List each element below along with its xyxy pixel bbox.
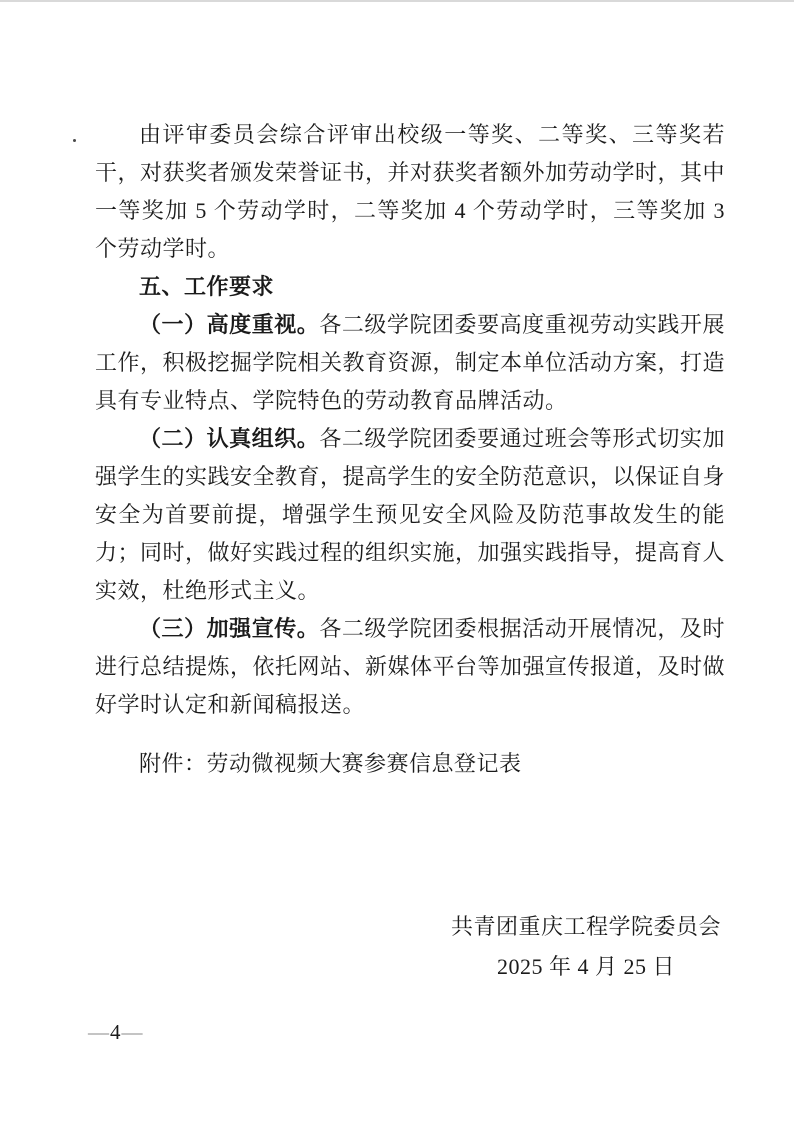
paragraph-item-1 — [95, 306, 725, 420]
signature-org: 共青团重庆工程学院委员会 — [450, 914, 721, 939]
scan-top-edge-line — [0, 0, 794, 2]
attachment-line: 附件：劳动微视频大赛参赛信息登记表 — [139, 751, 522, 776]
item-3-text: 各二级学院团委根据活动开展情况，及时进行总结提炼，依托网站、新媒体平台等加强宣传报道，及时做好学时认定和新闻稿报送。 — [95, 616, 726, 717]
signature-block — [451, 907, 725, 987]
page-number-dash-right: — — [121, 1020, 143, 1044]
page-number-value: 4 — [110, 1020, 121, 1044]
page-number — [88, 1019, 143, 1045]
paragraph-item-3 — [95, 610, 725, 724]
item-2-lead: （二）认真组织。 — [139, 426, 320, 451]
item-3-lead: （三）加强宣传。 — [139, 616, 320, 641]
item-2-text: 各二级学院团委要通过班会等形式切实加强学生的实践安全教育，提高学生的安全防范意识，以保证自身安全为首要前提，增强学生预见安全风险及防范事故发生的能力；同时，做好实践过程的组织实施，加强实践指导，提高育人实效，杜绝形式主义。 — [95, 426, 726, 603]
paragraph-awards: 由评审委员会综合评审出校级一等奖、二等奖、三等奖若干，对获奖者颁发荣誉证书，并对获奖者额外加劳动学时，其中一等奖加 5 个劳动学时，二等奖加 4 个劳动学时，三等奖加 3 个劳动学时。 — [95, 122, 726, 261]
section-heading-work-requirements: 五、工作要求 — [139, 274, 275, 299]
signature-area — [95, 907, 725, 987]
item-1-lead: （一）高度重视。 — [139, 312, 320, 337]
item-1-text: 各二级学院团委要高度重视劳动实践开展工作，积极挖掘学院相关教育资源，制定本单位活动方案，打造具有专业特点、学院特色的劳动教育品牌活动。 — [95, 312, 726, 413]
paragraph-item-2 — [95, 420, 725, 610]
document-body — [95, 116, 725, 987]
page-number-dash-left: — — [88, 1020, 109, 1044]
signature-date: 2025 年 4 月 25 日 — [496, 954, 675, 979]
ink-speck — [73, 139, 76, 142]
